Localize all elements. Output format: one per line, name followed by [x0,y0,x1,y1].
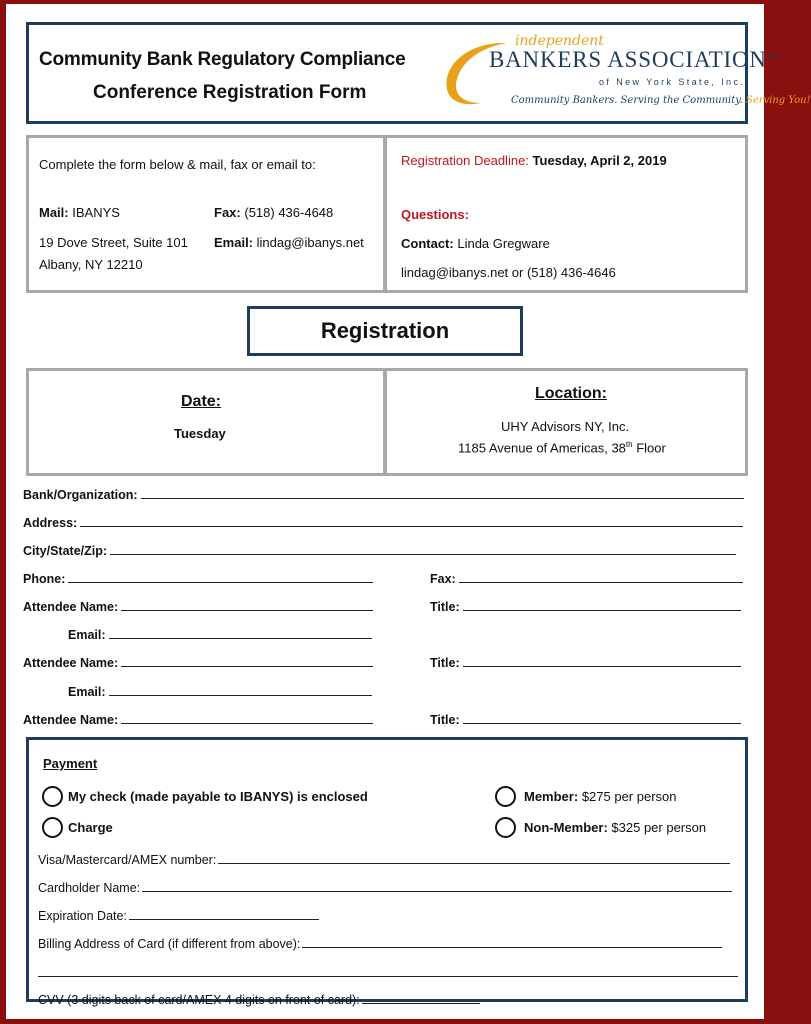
logo-script-text: independent [515,33,604,49]
charge-option-label: Charge [68,820,113,835]
address-field[interactable]: Address: [23,516,743,530]
attendee-title-field[interactable]: Title: [430,656,741,670]
attendee-name-field[interactable]: Attendee Name: [23,713,373,727]
location-line1: UHY Advisors NY, Inc. [501,419,630,434]
attendee-email-field[interactable]: Email: [68,685,372,699]
location-label: Location: [535,385,607,402]
questions-label: Questions: [401,207,469,222]
ibanys-logo [437,33,811,115]
check-radio[interactable] [42,786,63,807]
header-box [26,22,811,124]
address-line2: Albany, NY 12210 [39,257,143,272]
date-label: Date: [181,393,222,410]
cvv-field[interactable]: CVV (3 digits back of card/AMEX 4 digits on front of card): [38,993,480,1007]
attendee-title-field[interactable]: Title: [430,713,741,727]
nonmember-option-label: Non-Member: $325 per person [524,820,707,835]
fax-field[interactable]: Fax: [430,572,743,586]
payment-heading: Payment [43,756,98,771]
member-radio[interactable] [495,786,516,807]
logo-state-text: of New York State, Inc. [599,77,746,87]
attendee-name-field[interactable]: Attendee Name: [23,656,373,670]
address-line1: 19 Dove Street, Suite 101 [39,235,188,250]
nonmember-radio[interactable] [495,817,516,838]
contact-info-box [26,135,386,293]
contact-line: lindag@ibanys.net or (518) 436-4646 [401,265,616,280]
charge-radio[interactable] [42,817,63,838]
billing-address-extra-line[interactable] [38,966,738,977]
bank-field[interactable]: Bank/Organization: [23,488,744,502]
form-subtitle: Conference Registration Form [93,82,367,103]
logo-main-text: BANKERS ASSOCIATION™ [489,47,781,72]
contact-person: Contact: Linda Gregware [401,236,550,251]
city-state-zip-field[interactable]: City/State/Zip: [23,544,736,558]
instruction-text: Complete the form below & mail, fax or email to: [39,157,316,172]
date-box [26,368,386,476]
mail-info: Mail: IBANYS [39,205,120,220]
attendee-name-field[interactable]: Attendee Name: [23,600,373,614]
deadline-info-box [384,135,748,293]
expiration-date-field[interactable]: Expiration Date: [38,909,319,923]
registration-form-page [6,4,811,1019]
cardholder-name-field[interactable]: Cardholder Name: [38,881,732,895]
form-title: Community Bank Regulatory Compliance [39,49,406,70]
location-box [384,368,748,476]
registration-deadline: Registration Deadline: Tuesday, April 2, 2019 [401,153,667,168]
phone-field[interactable]: Phone: [23,572,373,586]
payment-box [26,737,748,1007]
member-option-label: Member: $275 per person [524,789,677,804]
date-value: Tuesday [174,426,226,441]
attendee-email-field[interactable]: Email: [68,628,372,642]
email-info: Email: lindag@ibanys.net [214,235,364,250]
fax-info: Fax: (518) 436-4648 [214,205,334,220]
check-option-label: My check (made payable to IBANYS) is enclosed [68,789,368,804]
billing-address-field[interactable]: Billing Address of Card (if different from above): [38,937,722,951]
attendee-title-field[interactable]: Title: [430,600,741,614]
card-number-field[interactable]: Visa/Mastercard/AMEX number: [38,853,730,867]
registration-title: Registration [247,306,523,356]
location-line2: 1185 Avenue of Americas, 38th Floor [458,440,666,456]
logo-tagline: Community Bankers. Serving the Community. Serving You! [511,95,811,106]
